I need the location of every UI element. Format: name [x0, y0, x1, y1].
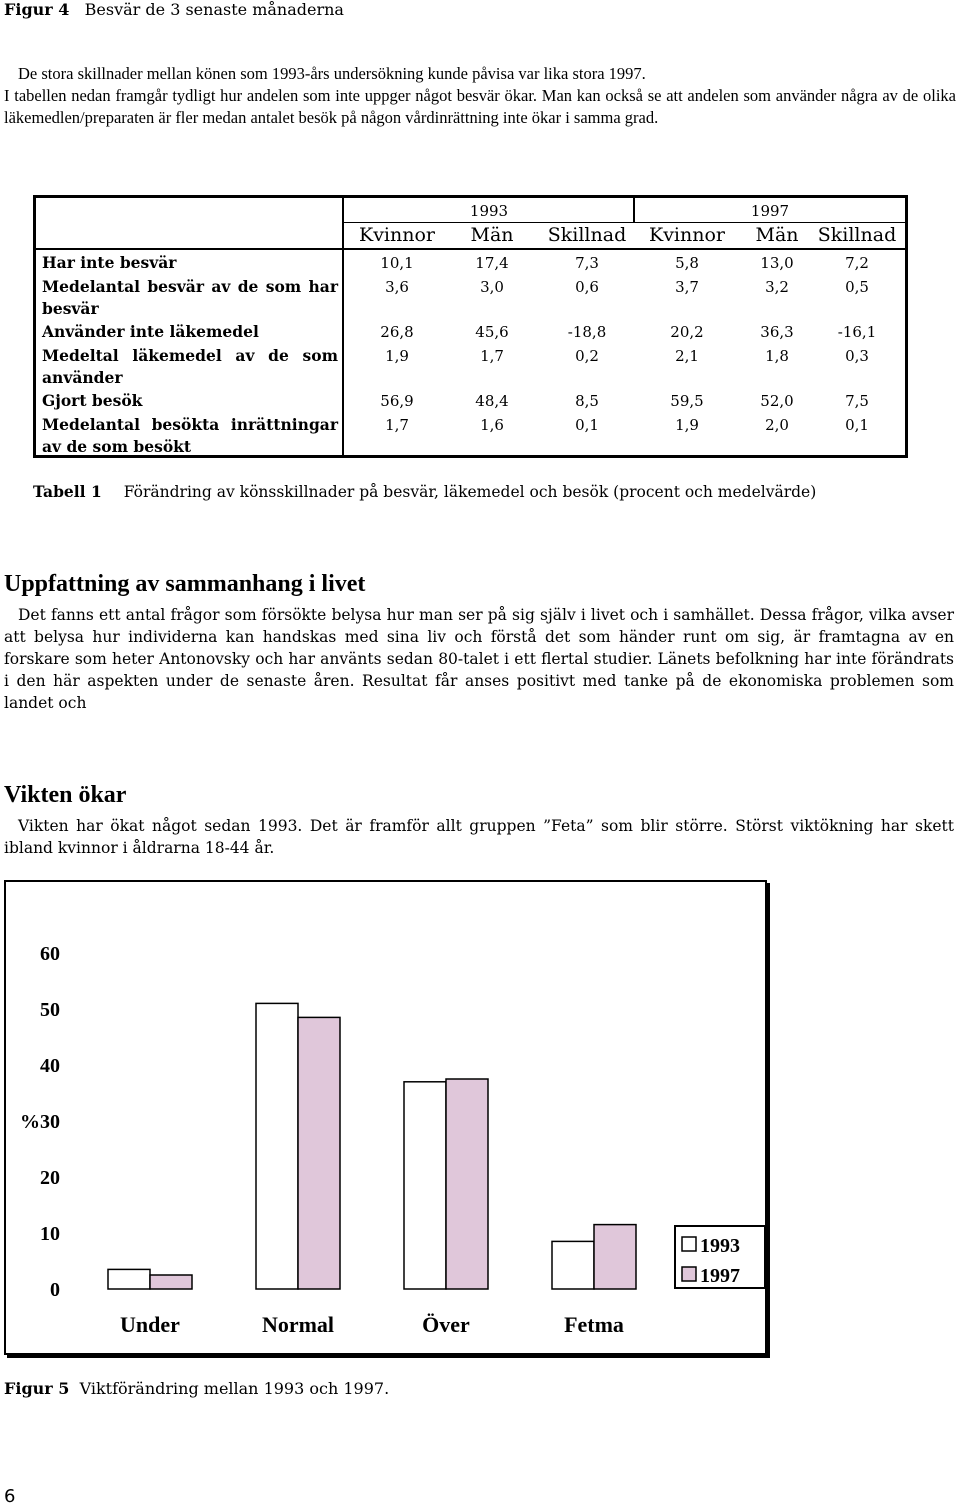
y-tick-label: 20 — [40, 1167, 60, 1189]
table-cell: -18,8 — [567, 323, 607, 341]
table-cell: 3,0 — [480, 278, 504, 296]
col-header-man-1997: Män — [755, 224, 799, 246]
table-cell: 48,4 — [475, 392, 509, 410]
figure5-label: Figur 5 — [4, 1379, 70, 1398]
page-number: 6 — [4, 1486, 16, 1507]
x-tick-label: Över — [422, 1312, 470, 1337]
table-cell: 7,5 — [845, 392, 869, 410]
table-cell: 0,1 — [845, 416, 869, 434]
table-cell: 17,4 — [475, 254, 509, 272]
figure4-text: Besvär de 3 senaste månaderna — [84, 0, 344, 19]
bar-1993-2 — [404, 1082, 446, 1289]
intro-line1: De stora skillnader mellan könen som 1993-års undersökning kunde påvisa var lika stora 1997. — [18, 64, 646, 83]
legend-label-1997: 1997 — [700, 1265, 740, 1287]
row-label-anvander-inte: Använder inte läkemedel — [42, 322, 259, 341]
bar-1997-3 — [594, 1225, 636, 1289]
table-cell: 1,9 — [675, 416, 699, 434]
bar-1993-3 — [552, 1241, 594, 1289]
table-cell: 0,2 — [575, 347, 599, 365]
year-1997-header: 1997 — [750, 202, 790, 220]
table-cell: -16,1 — [837, 323, 877, 341]
row-label-medelantal-inrattningar: Medelantal besökta inrättningar av de som besökt — [42, 415, 338, 456]
table-cell: 3,6 — [385, 278, 409, 296]
col-header-kvinnor-1993: Kvinnor — [359, 224, 435, 246]
table-caption-label: Tabell 1 — [33, 482, 102, 501]
table-cell: 2,0 — [765, 416, 789, 434]
bar-1997-0 — [150, 1275, 192, 1289]
table-cell: 3,2 — [765, 278, 789, 296]
y-tick-label: %30 — [20, 1111, 60, 1133]
legend-swatch-1997 — [682, 1267, 696, 1281]
table-cell: 0,6 — [575, 278, 599, 296]
x-tick-label: Under — [120, 1312, 180, 1337]
table-cell: 10,1 — [380, 254, 414, 272]
table-cell: 0,5 — [845, 278, 869, 296]
section-text-sammanhang: Det fanns ett antal frågor som försökte belysa hur man ser på sig själv i livet och i samhället. Dessa frågor, vilka avser att belysa hur individerna kan handskas med sina liv och förstå det som händer runt om sig, är framtagna av en forskare som heter Antonovsky och har använts sedan 80-talet i ett flertal studier. Länets befolkning har inte förändrats i den här aspekten under de senaste åren. Resultat får anses positivt med tanke på de ekonomiska problemen som landet och — [4, 606, 954, 712]
figure5-caption — [4, 1379, 389, 1398]
figure5-text: Viktförändring mellan 1993 och 1997. — [79, 1379, 390, 1398]
section-heading-sammanhang: Uppfattning av sammanhang i livet — [4, 571, 366, 597]
bar-1993-0 — [108, 1269, 150, 1289]
x-tick-label: Fetma — [564, 1312, 624, 1337]
table-cell: 52,0 — [760, 392, 794, 410]
section-heading-vikten: Vikten ökar — [4, 782, 127, 808]
legend-swatch-1993 — [682, 1237, 696, 1251]
table-cell: 0,3 — [845, 347, 869, 365]
table-caption-text: Förändring av könsskillnader på besvär, läkemedel och besök (procent och medelvärde) — [123, 483, 817, 501]
y-tick-label: 60 — [40, 943, 60, 965]
intro-paragraph: I tabellen nedan framgår tydligt hur andelen som inte uppger något besvär ökar. Man kan också se att andelen som använder några av de olika läkemedlen/preparaten är fler medan antalet besök på någon vårdinrättning inte ökar i samma grad. — [4, 86, 956, 127]
x-tick-label: Normal — [261, 1312, 335, 1337]
year-1993-header: 1993 — [469, 202, 509, 220]
table-cell: 1,9 — [385, 347, 409, 365]
table-cell: 7,3 — [575, 254, 599, 272]
table-cell: 45,6 — [475, 323, 509, 341]
col-header-skillnad-1997: Skillnad — [817, 224, 897, 246]
col-header-man-1993: Män — [470, 224, 514, 246]
y-tick-label: 10 — [40, 1223, 60, 1245]
col-header-skillnad-1993: Skillnad — [547, 224, 627, 246]
table-cell: 8,5 — [575, 392, 599, 410]
col-header-kvinnor-1997: Kvinnor — [649, 224, 725, 246]
y-tick-label: 0 — [50, 1279, 60, 1301]
table-cell: 1,7 — [385, 416, 409, 434]
table-cell: 13,0 — [760, 254, 794, 272]
bar-1997-2 — [446, 1079, 488, 1289]
bar-1997-1 — [298, 1017, 340, 1289]
table-cell: 0,1 — [575, 416, 599, 434]
table-cell: 2,1 — [675, 347, 699, 365]
row-label-har-inte-besvar: Har inte besvär — [42, 253, 177, 272]
table-cell: 1,7 — [480, 347, 504, 365]
row-label-gjort-besok: Gjort besök — [42, 391, 143, 410]
figure4-label: Figur 4 — [4, 0, 70, 19]
table-cell: 5,8 — [675, 254, 699, 272]
legend-label-1993: 1993 — [700, 1235, 740, 1257]
bar-1993-1 — [256, 1003, 298, 1289]
table-cell: 1,8 — [765, 347, 789, 365]
y-tick-label: 50 — [40, 999, 60, 1021]
y-tick-label: 40 — [40, 1055, 60, 1077]
table-cell: 59,5 — [670, 392, 704, 410]
table-cell: 1,6 — [480, 416, 504, 434]
table-cell: 7,2 — [845, 254, 869, 272]
table-cell: 20,2 — [670, 323, 704, 341]
table-cell: 26,8 — [380, 323, 414, 341]
row-label-medelantal-besvar: Medelantal besvär av de som har besvär — [42, 277, 338, 318]
section-text-vikten: Vikten har ökat något sedan 1993. Det är framför allt gruppen ”Feta” som blir större. Störst viktökning har skett ibland kvinnor i åldrarna 18-44 år. — [4, 817, 954, 857]
table-cell: 3,7 — [675, 278, 699, 296]
table-cell: 56,9 — [380, 392, 414, 410]
row-label-medeltal-lakemedel: Medeltal läkemedel av de som använder — [42, 346, 338, 387]
table-cell: 36,3 — [760, 323, 794, 341]
